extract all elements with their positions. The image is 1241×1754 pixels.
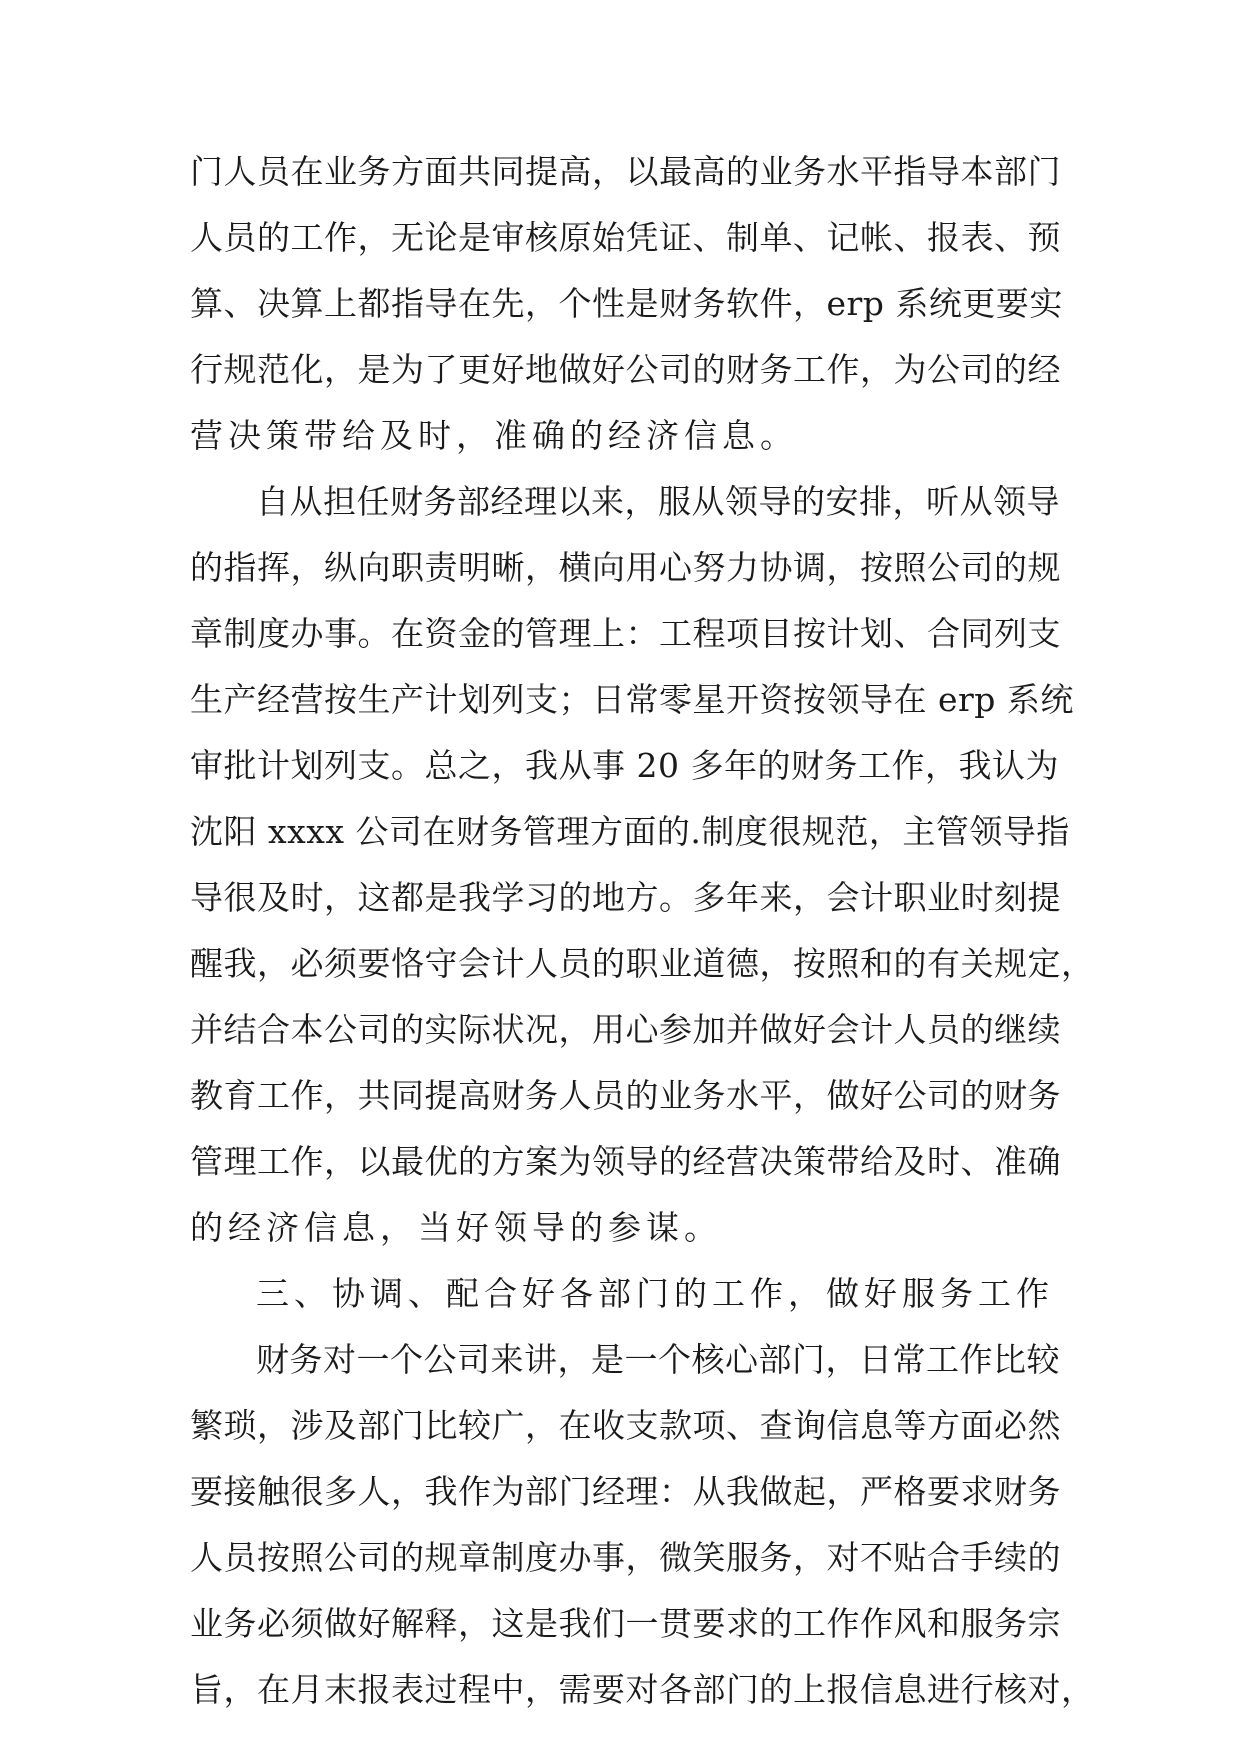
text-line: 营决策带给及时，准确的经济信息。 (190, 416, 798, 455)
text-line: 沈阳 xxxx 公司在财务管理方面的.制度很规范，主管领导指 (190, 812, 1070, 851)
text-line: 算、决算上都指导在先，个性是财务软件，erp 系统更要实 (190, 284, 1063, 323)
body-text (190, 139, 1095, 1723)
text-line: 生产经营按生产计划列支；日常零星开资按领导在 erp 系统 (190, 680, 1074, 719)
text-line: 并结合本公司的实际状况，用心参加并做好会计人员的继续 (190, 1010, 1061, 1049)
text-line: 繁琐，涉及部门比较广，在收支款项、查询信息等方面必然 (190, 1406, 1061, 1445)
text-line: 人员的工作，无论是审核原始凭证、制单、记帐、报表、预 (190, 218, 1061, 257)
text-line: 要接触很多人，我作为部门经理：从我做起，严格要求财务 (190, 1472, 1061, 1511)
paragraph-first-line: 财务对一个公司来讲，是一个核心部门，日常工作比较 (256, 1340, 1060, 1379)
paragraph-first-line: 自从担任财务部经理以来，服从领导的安排，听从领导 (256, 482, 1060, 521)
text-line: 导很及时，这都是我学习的地方。多年来，会计职业时刻提 (190, 878, 1061, 917)
text-line: 的经济信息，当好领导的参谋。 (190, 1208, 722, 1247)
text-line: 醒我，必须要恪守会计人员的职业道德，按照和的有关规定， (190, 944, 1095, 983)
text-line: 行规范化，是为了更好地做好公司的财务工作，为公司的经 (190, 350, 1061, 389)
text-line: 的指挥，纵向职责明晰，横向用心努力协调，按照公司的规 (190, 548, 1061, 587)
text-line: 业务必须做好解释，这是我们一贯要求的工作作风和服务宗 (190, 1604, 1061, 1643)
text-line: 人员按照公司的规章制度办事，微笑服务，对不贴合手续的 (190, 1538, 1061, 1577)
section-heading: 三、协调、配合好各部门的工作，做好服务工作 (256, 1274, 1054, 1313)
text-line: 章制度办事。在资金的管理上：工程项目按计划、合同列支 (190, 614, 1061, 653)
text-line: 门人员在业务方面共同提高，以最高的业务水平指导本部门 (190, 152, 1061, 191)
text-line: 旨，在月末报表过程中，需要对各部门的上报信息进行核对， (190, 1670, 1095, 1709)
text-line: 审批计划列支。总之，我从事 20 多年的财务工作，我认为 (190, 746, 1059, 785)
text-line: 教育工作，共同提高财务人员的业务水平，做好公司的财务 (190, 1076, 1061, 1115)
text-line: 管理工作，以最优的方案为领导的经营决策带给及时、准确 (190, 1142, 1061, 1181)
